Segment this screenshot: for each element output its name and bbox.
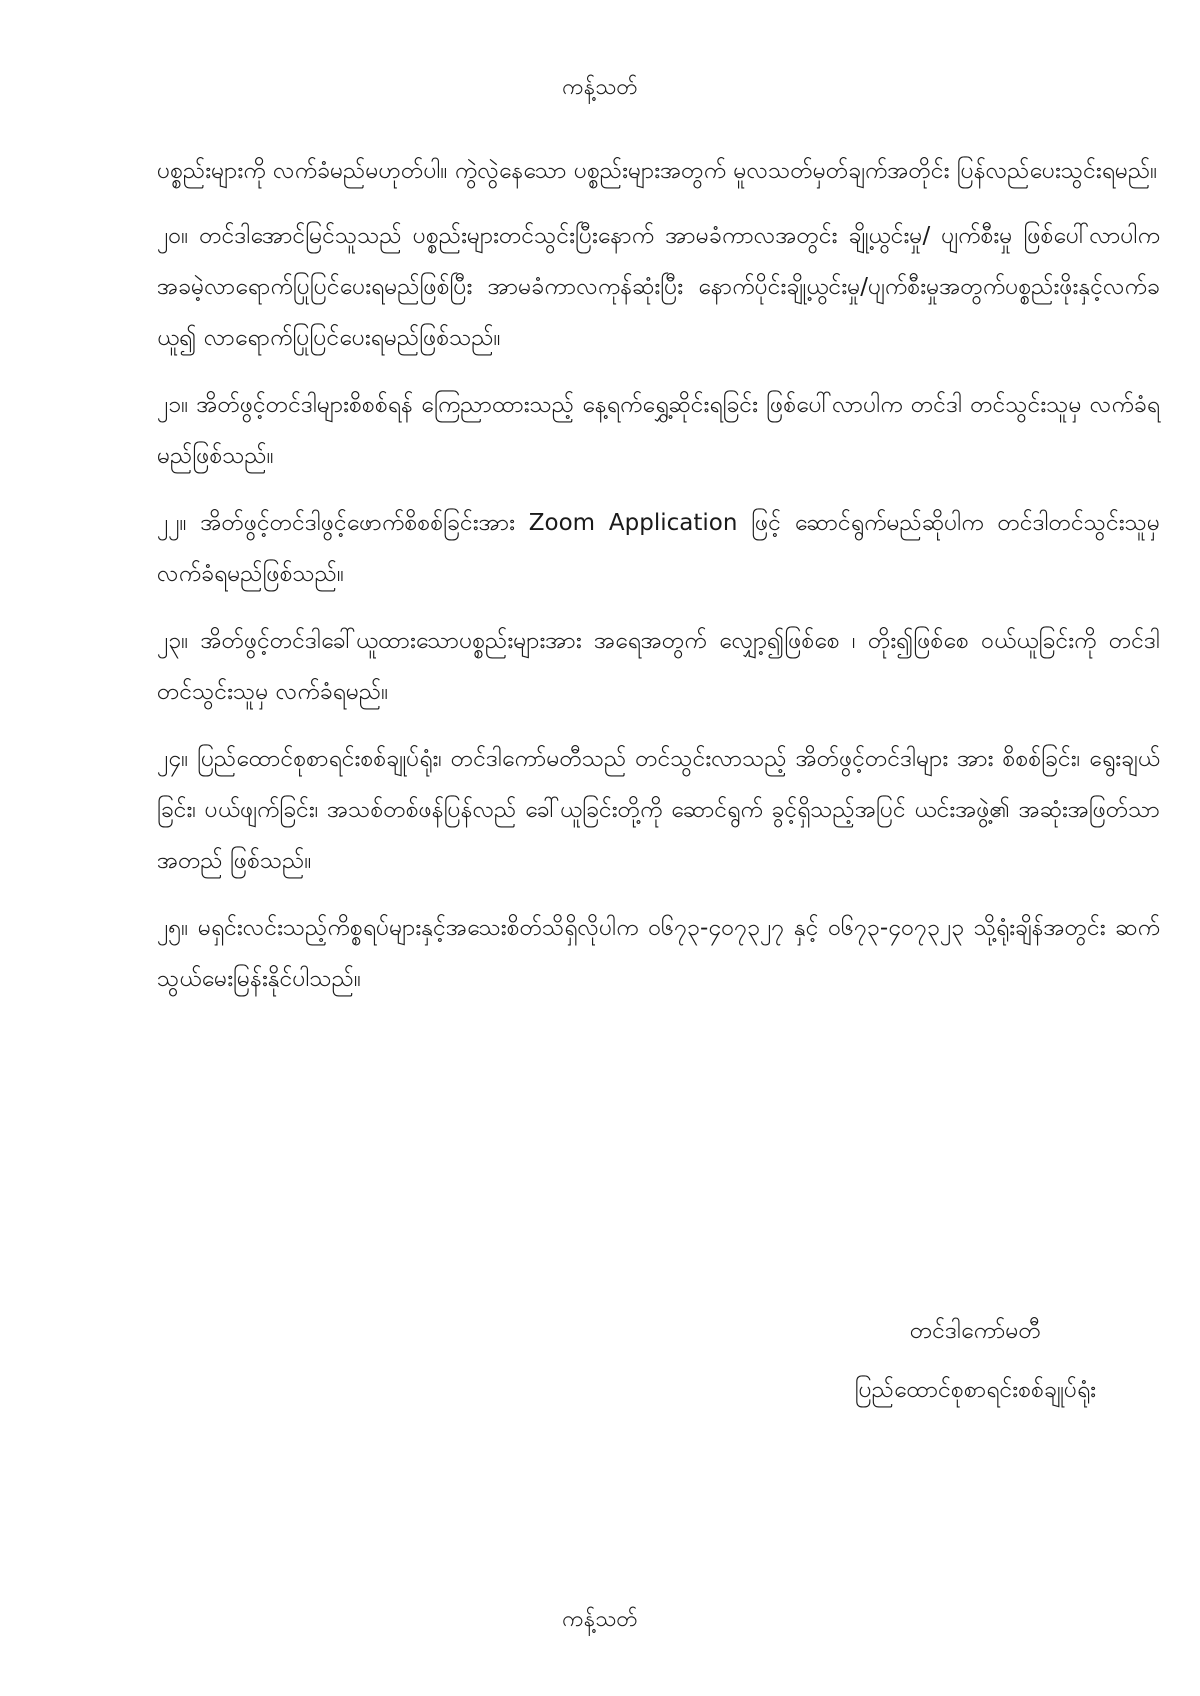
signature-committee: တင်ဒါကော်မတီ bbox=[909, 1318, 1041, 1344]
paragraph-21: ၂၁။ အိတ်ဖွင့်တင်ဒါများစိစစ်ရန် ကြေညာထားသည့် နေ့ရက်ရွှေ့ဆိုင်းရခြင်း ဖြစ်ပေါ်လာပါက တင်ဒါ တင်သွင်းသူမှ လက်ခံရမည်ဖြစ်သည်။ bbox=[157, 392, 1160, 469]
paragraph-continued: ပစ္စည်းများကို လက်ခံမည်မဟုတ်ပါ။ ကွဲလွဲနေသော ပစ္စည်းများအတွက် မူလသတ်မှတ်ချက်အတိုင်း ပြန်လည်ပေးသွင်းရမည်။ bbox=[157, 158, 1158, 184]
signature-office: ပြည်ထောင်စုစာရင်းစစ်ချုပ်ရုံး bbox=[854, 1377, 1096, 1403]
restricted-footer: ကန့်သတ် bbox=[562, 1607, 638, 1632]
paragraph-23: ၂၃။ အိတ်ဖွင့်တင်ဒါခေါ်ယူထားသောပစ္စည်းများအား အရေအတွက် လျှော့၍ဖြစ်စေ ၊ တိုး၍ဖြစ်စေ ဝယ်ယူခြင်းကို တင်ဒါတင်သွင်းသူမှ လက်ခံရမည်။ bbox=[157, 628, 1160, 705]
paragraph-25: ၂၅။ မရှင်းလင်းသည့်ကိစ္စရပ်များနှင့်အသေးစိတ်သိရှိလိုပါက ၀၆၇၃-၄၀၇၃၂၇ နှင့် ၀၆၇၃-၄၀၇၃၂၃ သို့ရုံးချိန်အတွင်း ဆက်သွယ်မေးမြန်းနိုင်ပါသည်။ bbox=[157, 915, 1160, 992]
document-body bbox=[157, 146, 1160, 1021]
restricted-header: ကန့်သတ် bbox=[562, 75, 638, 100]
paragraph-22: ၂၂။ အိတ်ဖွင့်တင်ဒါဖွင့်ဖောက်စိစစ်ခြင်းအား Zoom Application ဖြင့် ဆောင်ရွက်မည်ဆိုပါက တင်ဒါတင်သွင်းသူမှ လက်ခံရမည်ဖြစ်သည်။ bbox=[157, 510, 1160, 587]
signature-block bbox=[855, 1302, 1096, 1420]
paragraph-24: ၂၄။ ပြည်ထောင်စုစာရင်းစစ်ချုပ်ရုံး၊ တင်ဒါကော်မတီသည် တင်သွင်းလာသည့် အိတ်ဖွင့်တင်ဒါများ အား စိစစ်ခြင်း၊ ရွေးချယ်ခြင်း၊ ပယ်ဖျက်ခြင်း၊ အသစ်တစ်ဖန်ပြန်လည် ခေါ်ယူခြင်းတို့ကို ဆောင်ရွက် ခွင့်ရှိသည့်အပြင် ယင်းအဖွဲ့၏ အဆုံးအဖြတ်သာအတည် ဖြစ်သည်။ bbox=[157, 746, 1160, 874]
paragraph-20: ၂၀။ တင်ဒါအောင်မြင်သူသည် ပစ္စည်းများတင်သွင်းပြီးနောက် အာမခံကာလအတွင်း ချို့ယွင်းမှု/ ပျက်စီးမှု ဖြစ်ပေါ်လာပါက အခမဲ့လာရောက်ပြုပြင်ပေးရမည်ဖြစ်ပြီး အာမခံကာလကုန်ဆုံးပြီး နောက်ပိုင်းချို့ယွင်းမှု/ပျက်စီးမှုအတွက်ပစ္စည်းဖိုးနှင့်လက်ခယူ၍ လာရောက်ပြုပြင်ပေးရမည်ဖြစ်သည်။ bbox=[157, 223, 1160, 351]
